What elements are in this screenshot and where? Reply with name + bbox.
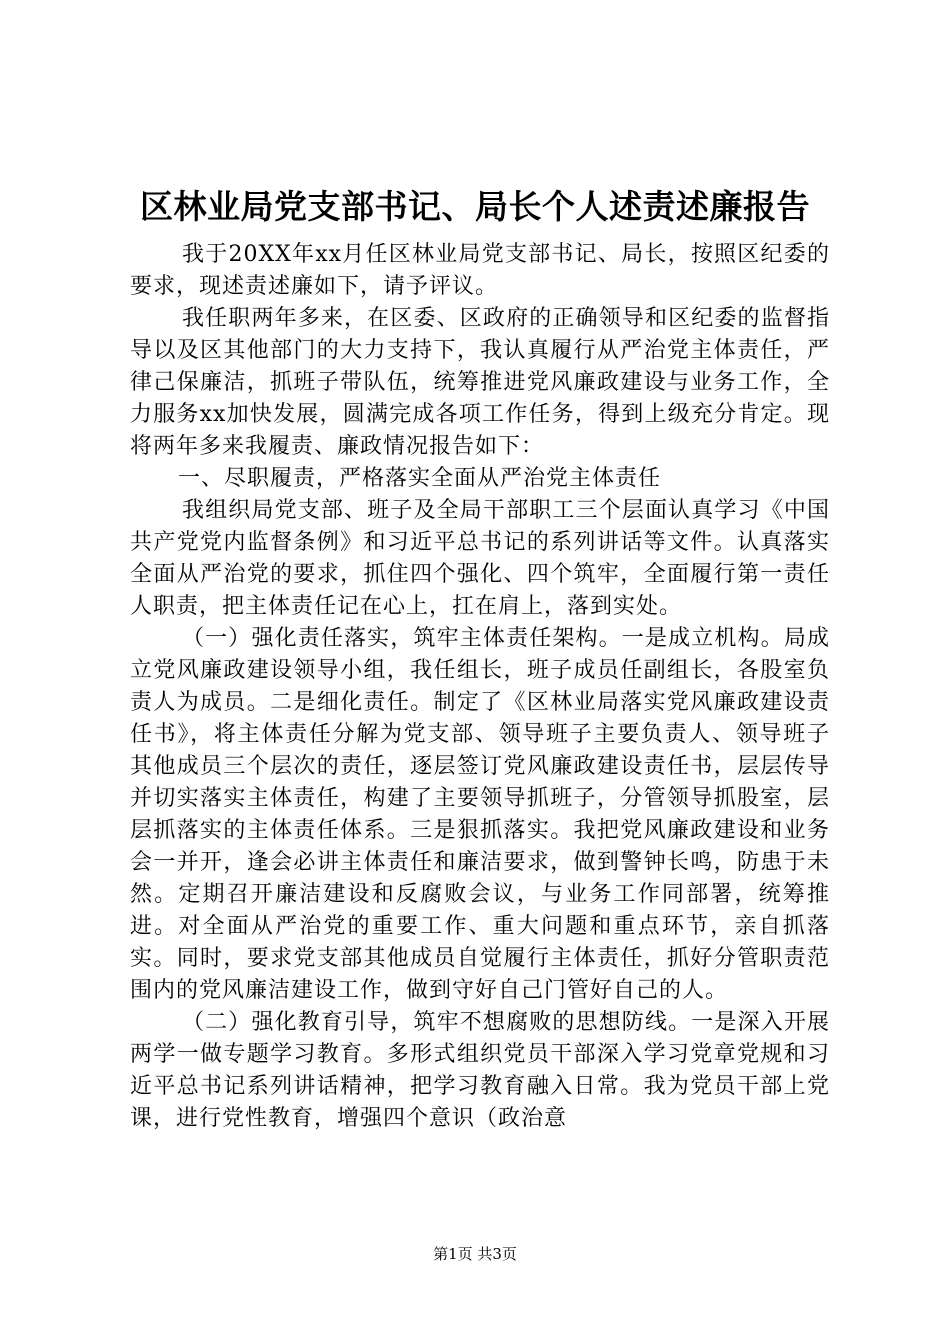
document-body bbox=[130, 239, 830, 1135]
paragraph-intro: 我于20XX年xx月任区林业局党支部书记、局长，按照区纪委的要求，现述责述廉如下，请予评议。 bbox=[130, 242, 830, 299]
section-heading-1: 一、尽职履责，严格落实全面从严治党主体责任 bbox=[178, 466, 662, 491]
paragraph-subsection-1: （一）强化责任落实，筑牢主体责任架构。一是成立机构。局成立党风廉政建设领导小组，我任组长，班子成员任副组长，各股室负责人为成员。二是细化责任。制定了《区林业局落实党风廉政建设责任书》，将主体责任分解为党支部、领导班子主要负责人、领导班子其他成员三个层次的责任，逐层签订党风廉政建设责任书，层层传导并切实落实主体责任，构建了主要领导抓班子，分管领导抓股室，层层抓落实的主体责任体系。三是狠抓落实。我把党风廉政建设和业务会一并开，逢会必讲主体责任和廉洁要求，做到警钟长鸣，防患于未然。定期召开廉洁建设和反腐败会议，与业务工作同部署，统筹推进。对全面从严治党的重要工作、重大问题和重点环节，亲自抓落实。同时，要求党支部其他成员自觉履行主体责任，抓好分管职责范围内的党风廉洁建设工作，做到守好自己门管好自己的人。 bbox=[130, 626, 830, 1003]
paragraph-overview: 我任职两年多来，在区委、区政府的正确领导和区纪委的监督指导以及区其他部门的大力支持下，我认真履行从严治党主体责任，严律己保廉洁，抓班子带队伍，统筹推进党风廉政建设与业务工作，全力服务xx加快发展，圆满完成各项工作任务，得到上级充分肯定。现将两年多来我履责、廉政情况报告如下： bbox=[130, 306, 830, 459]
paragraph-section-1-intro: 我组织局党支部、班子及全局干部职工三个层面认真学习《中国共产党党内监督条例》和习近平总书记的系列讲话等文件。认真落实全面从严治党的要求，抓住四个强化、四个筑牢，全面履行第一责任人职责，把主体责任记在心上，扛在肩上，落到实处。 bbox=[130, 498, 830, 619]
paragraph-subsection-2: （二）强化教育引导，筑牢不想腐败的思想防线。一是深入开展两学一做专题学习教育。多形式组织党员干部深入学习党章党规和习近平总书记系列讲话精神，把学习教育融入日常。我为党员干部上党课，进行党性教育，增强四个意识（政治意 bbox=[130, 1010, 830, 1131]
document-title: 区林业局党支部书记、局长个人述责述廉报告 bbox=[140, 187, 810, 226]
page-indicator: 第1页 共3页 bbox=[433, 1245, 517, 1263]
